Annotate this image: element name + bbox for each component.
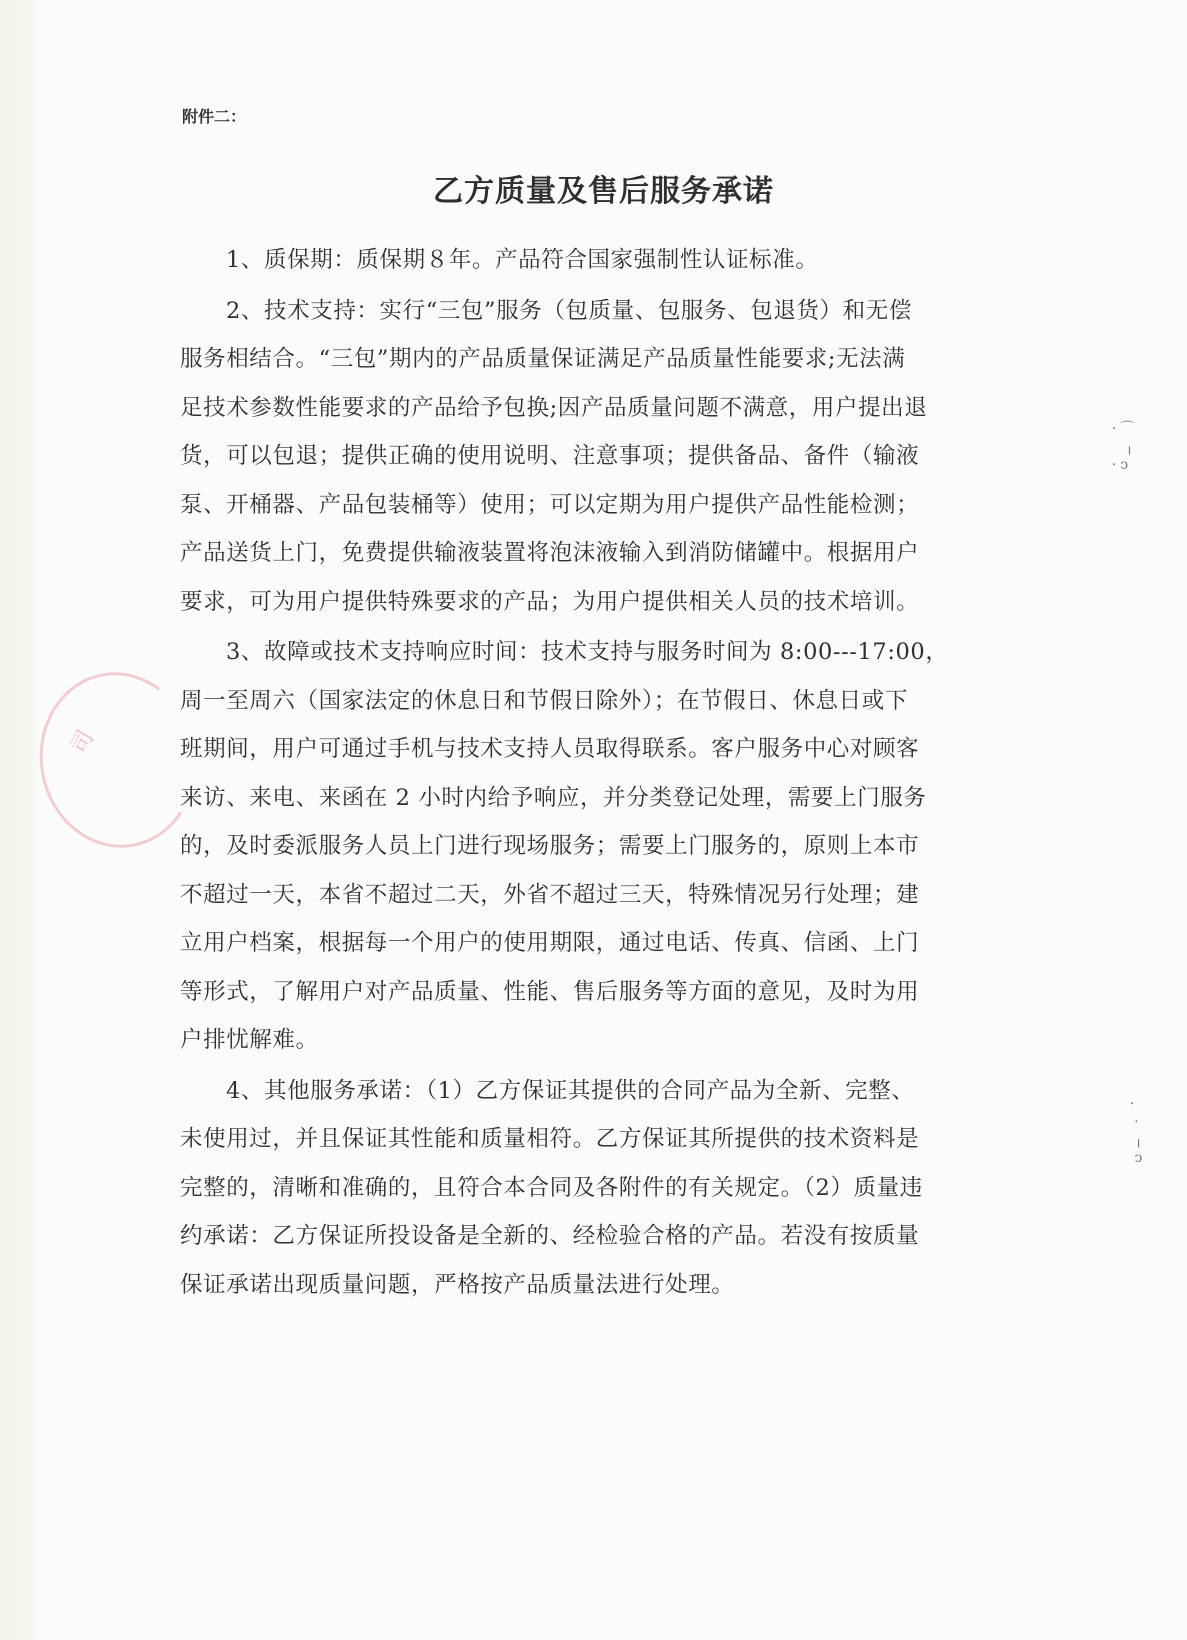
binding-hole-marks [1112,420,1134,474]
paragraph-4-line: 未使用过，并且保证其性能和质量相符。乙方保证其所提供的技术资料是 [180,1126,920,1152]
binding-mark-icon: ╷ [1130,1132,1143,1148]
paragraph-3-line: 3、故障或技术支持响应时间：技术支持与服务时间为 8:00---17:00， [226,639,949,665]
binding-mark-icon: ⸱ [1130,1096,1134,1112]
paragraph-2-line: 服务相结合。“三包”期内的产品质量保证满足产品质量性能要求;无法满 [180,346,906,372]
paragraph-3-line: 户排忧解难。 [180,1027,319,1053]
binding-mark-icon: ╷ [1112,439,1134,455]
paragraph-3-line: 的，及时委派服务人员上门进行现场服务；需要上门服务的，原则上本市 [180,833,920,859]
paragraph-2-line: 泵、开桶器、产品包装桶等）使用；可以定期为用户提供产品性能检测； [180,491,920,518]
document-body [180,236,1040,1309]
paragraph-4-line: 保证承诺出现质量问题，严格按产品质量法进行处理。 [180,1271,735,1298]
binding-mark-icon: ↄ [1130,1150,1143,1166]
binding-mark-icon: ⸱ ↄ [1112,457,1129,473]
paragraph-3-line: 周一至周六（国家法定的休息日和节假日除外）；在节假日、休息日或下 [180,687,908,714]
paragraph-3-line: 班期间，用户可通过手机与技术支持人员取得联系。客户服务中心对顾客 [180,736,920,762]
binding-hole-marks [1130,1095,1143,1167]
paragraph-4-line: 约承诺：乙方保证所投设备是全新的、经检验合格的产品。若没有按质量 [180,1223,920,1249]
binding-mark-icon: ⸱ [1130,1114,1139,1130]
paragraph-3-line: 来访、来电、来函在 2 小时内给予响应，并分类登记处理，需要上门服务 [180,784,927,811]
paragraph-2-line: 货，可以包退；提供正确的使用说明、注意事项；提供备品、备件（输液 [180,443,920,469]
paragraph-2-line: 足技术参数性能要求的产品给予包换;因产品质量问题不满意，用户提出退 [180,394,928,421]
paragraph-2-line: 2、技术支持：实行“三包”服务（包质量、包服务、包退货）和无偿 [226,297,912,324]
attachment-label: 附件二： [182,107,247,126]
scan-left-edge [0,0,40,1640]
red-seal-stamp-text: 司 [66,726,100,758]
document-title: 乙方质量及售后服务承诺 [433,174,774,209]
paragraph-2-line: 产品送货上门，免费提供输液装置将泡沫液输入到消防储罐中。根据用户 [180,540,920,566]
paragraph-3-line: 等形式，了解用户对产品质量、性能、售后服务等方面的意见，及时为用 [180,978,920,1005]
paragraph-3-line: 立用户档案，根据每一个用户的使用期限，通过电话、传真、信函、上门 [180,930,920,956]
paragraph-2-line: 要求，可为用户提供特殊要求的产品；为用户提供相关人员的技术培训。 [180,588,920,615]
paragraph-1-line: 1、质保期：质保期８年。产品符合国家强制性认证标准。 [226,247,819,273]
paragraph-4-line: 完整的，清晰和准确的，且符合本合同及各附件的有关规定。（2）质量违 [180,1174,923,1201]
paragraph-4-line: 4、其他服务承诺：（1）乙方保证其提供的合同产品为全新、完整、 [226,1077,915,1104]
paragraph-3-line: 不超过一天，本省不超过二天，外省不超过三天，特殊情况另行处理；建 [180,881,920,908]
binding-mark-icon: ⸱ ⌒ [1112,421,1135,437]
